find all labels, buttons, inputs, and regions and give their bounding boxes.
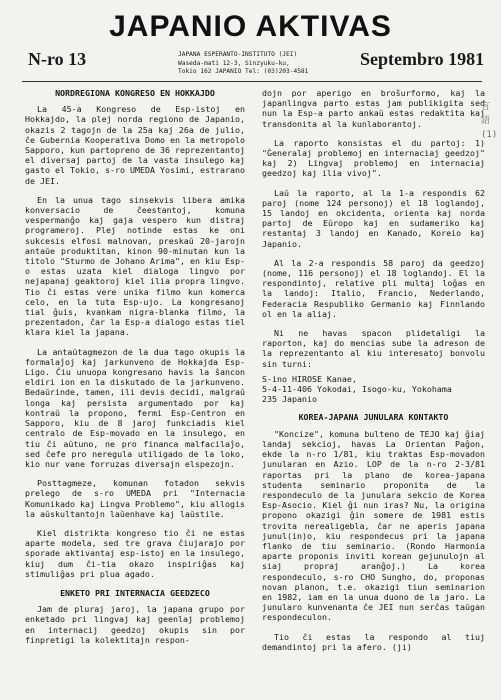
issue-date: Septembro 1981 <box>360 49 485 69</box>
paragraph: Jam de pluraj jaroj, la japana grupo por enketado pri lingvaj kaj geenlaj problemoj en internacij geedzoj okupis sin por finpretigi la kolektitajn respon- <box>25 604 245 645</box>
paragraph: La raporto konsistas el du partoj: 1) "Ĝeneralaj problemoj en internaciaj geedzoj" kaj 2) Lingvaj problemoj en internaciaj geedzoj kaj ilia vivoj". <box>262 137 485 179</box>
article-heading: NORDREGIONA KONGRESO EN HOKKAJDO <box>55 88 215 98</box>
paragraph: En la unua tago sinsekvis libera amika konversacio de ĉeestantoj, komuna vespermanĝo kaj gaja vespero kun distraj programeroj. Plej notinde estas ke oni sukcesis elfosi malnovan, preskaŭ 20-jarojn antaŭe produktitan, kinon 90-minutan kun la titolo "Sturmo de Johano Arima", en kiu Esp-o estas uzata kiel dialoga lingvo por nejapanaj geaktoroj kiel ilia propra lingvo. Tio ĉi estas vere unika filmo kun komerca celo, en la tuta Esp-ujo. La kongresanoj tial ĝuis, kvankam nigra-blanka filmo, la prezentadon, ĉar la Esp-a dialogo estas tiel klara kiel la japana. <box>25 194 245 338</box>
paragraph: La antaŭtagmezon de la dua tago okupis la formalaĵoj kaj jarkunveno de Hokkajda Esp-Ligo. Ĉiu unuopa kongresano havis la ŝancon eldiri ion en la diskutado de la jarkunveno. Bedaŭrinde, tamen, ili devis decidi, malgraŭ longa kaj persista argumentado por kaj kontraŭ la propono, fermi Esp-Centron en Sapporo, kiu de 8 jaroj funkciadis kiel centralo de Esp-movado en la insulego, en tiu ĉi aŭtuno, ne pro financa malfacilaĵo, sed ĉefe pro neregula utiligado de la loko, kio nur vane forruzas diversajn elspezojn. <box>25 346 245 469</box>
contact-address: S-ino HIROSE Kanae, 5-4-11-406 Yokodai, Isogo-ku, Yokohama 235 Japanio <box>262 373 452 405</box>
issue-number: N-ro 13 <box>28 49 87 69</box>
masthead-title: JAPANIO AKTIVAS <box>109 10 392 43</box>
paragraph: dojn por aperigo en broŝurformo, kaj la japanlingva parto estas jam publikigita sed nun la Esp-a parto ankaŭ estas redaktita kaj transdonita al la kunlaborantoj. <box>262 88 485 129</box>
header-divider <box>22 81 482 82</box>
right-column <box>262 88 485 661</box>
article-heading: KOREA-JAPANA JUNULARA KONTAKTO <box>298 412 449 423</box>
paragraph: Kiel distrikta kongreso tio ĉi ne estas aparte modela, sed tre grava ĉiujarajo por sporade aktivantaj esp-istoj en la insulego, kiuj dum ĉi-tia okazo inspiriĝas kaj stimuliĝas pri plua agado. <box>25 527 245 579</box>
paragraph: Al la 2-a respondis 58 paroj da geedzoj (nome, 116 personoj) el 18 loglandoj. El la respondintoj, relative pli multaj loĝas en la landoj: Italio, Francio, Nederlando, Federacia Respubliko Germanio kaj Finnlando ol en la aliaj. <box>262 257 485 319</box>
paragraph: Ni ne havas spacon plidetaligi la raporton, kaj do mencias sube la adreson de la reprezentanto al kiu interesatoj bonvolu sin turni: <box>262 328 485 369</box>
paragraph: Laŭ la raporto, al la 1-a respondis 62 paroj (nome 124 personoj) el 18 loglandoj, 15 landoj en okcidenta, orienta kaj norda partoj de Eŭropo kaj en sudameriko kaj restantaj 3 landoj en Kanado, Koreio kaj Japanio. <box>262 187 485 249</box>
paragraph: "Koncize", komuna bulteno de TEJO kaj ĝiaj landaj sekcioj, havas La Orientan Paĝon, ekde la n-ro 1/81, kiu traktas Esp-movadon junularan en Azio. LOP de la n-ro 2-3/81 raportas pri la plano de korea-japana studenta seminario proponita de la respondeculo de la junulara sekcio de Korea Esp-Asocio. Kiel ĝi nun iras? Nu, la origina propono okazigi ĝin somere de 1981 estis trovita nerealigebla, ĉar ne aperis japana junul(in)o, kiu respondecus pri la japana flanko de tiu seminario. (Rondo Harmonia aparte proponis inviti korean gejunulojn al siaj propraj aranĝoj.) La korea respondeculo, s-ro CHO Sungho, do, proponas novan planon, t.e. okazigi tiun seminarion en 1982, iam en la unua duono de la jaro. La junularo kunvenanta ĉe JEI nun serĉas taŭgan respondeculon. <box>262 428 485 623</box>
paragraph: La 45-a Kongreso de Esp-istoj en Hokkajdo, la plej norda regiono de Japanio, okazis 2 tagojn de la 25a kaj 26a de julio, ĉe Gubernia Kooperativa Domo en la metropolo Sapporo, kun partopreno de 36 reprezentantoj el diversaj partoj de la vasta insulego kaj gasto el Tokio, s-ro UMEDA Yosimi, estrarano de JEI. <box>25 104 245 186</box>
article-heading: ENKETO PRI INTERNACIA GEEDZECO <box>60 587 210 598</box>
margin-handwriting: 言語(1) <box>481 102 498 140</box>
paragraph: Tio ĉi estas la respondo al tiuj demandintoj pri la afero. (ji) <box>262 631 485 652</box>
paragraph: Posttagmeze, komunan fotadon sekvis prelego de s-ro UMEDA pri "Internacia Komunikado kaj Lingva Problemo", kiu allogis la aŭskultantojn laŭenhave kaj laŭstile. <box>25 478 245 519</box>
left-column <box>25 88 245 654</box>
institute-address: JAPANA ESPERANTO-INSTITUTO (JEI) Waseda-mati 12-3, Sinzyuku-ku, Tokio 162 JAPANIO Tel: (03)203-4581 <box>178 51 309 75</box>
